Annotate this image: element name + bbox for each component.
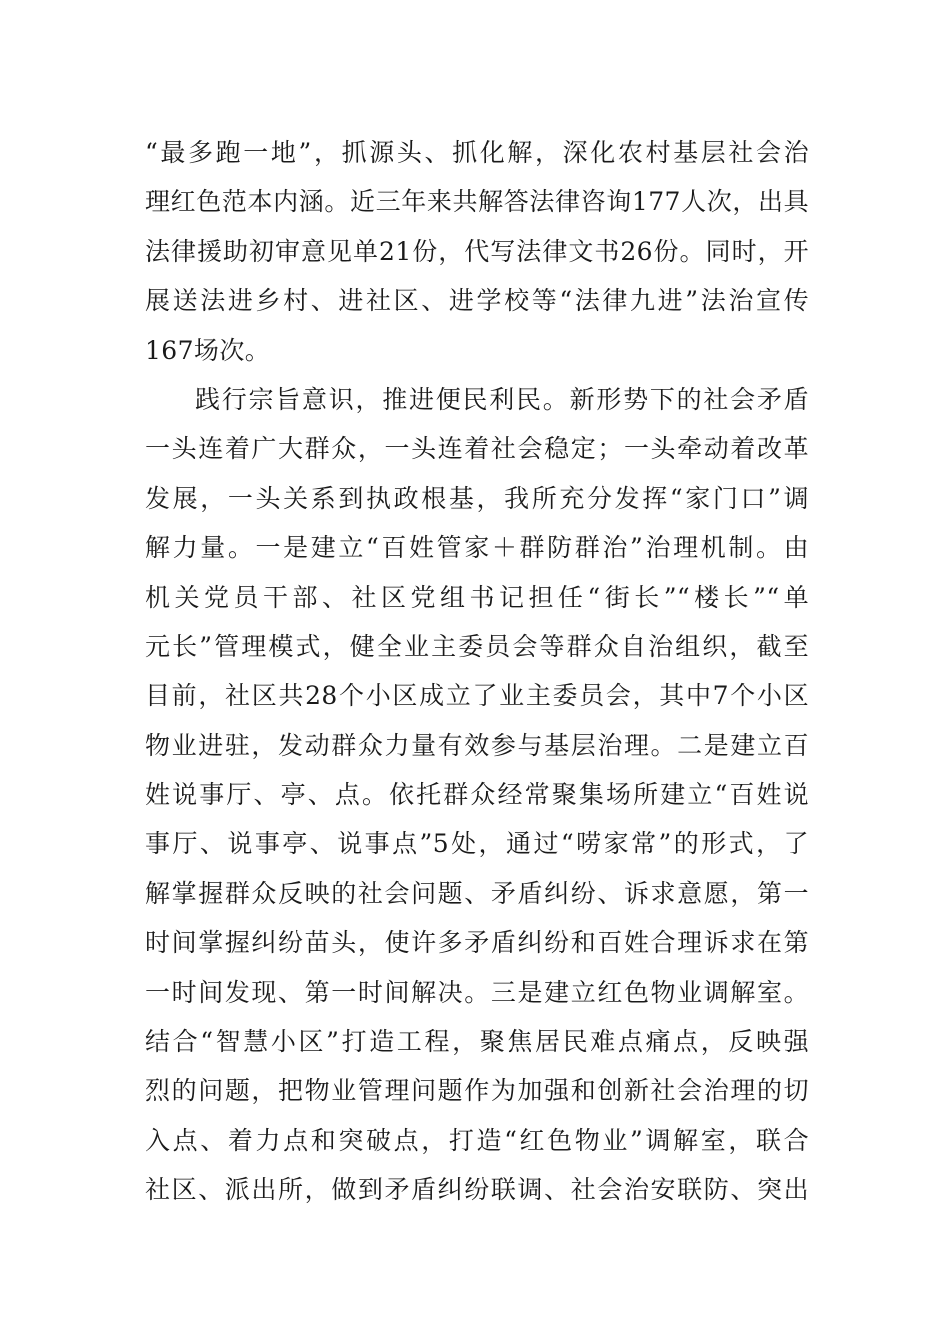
text-line: 一头连着广大群众，一头连着社会稳定；一头牵动着改革 (145, 434, 809, 464)
text-line: 解力量。一是建立“百姓管家＋群防群治”治理机制。由 (145, 533, 809, 563)
text-line: 法律援助初审意见单21份，代写法律文书26份。同时，开 (145, 236, 809, 266)
text-line: 167场次。 (145, 335, 271, 365)
text-line: 践行宗旨意识，推进便民利民。新形势下的社会矛盾 (195, 384, 809, 414)
text-line: 解掌握群众反映的社会问题、矛盾纠纷、诉求意愿，第一 (145, 878, 809, 908)
text-line: “最多跑一地”，抓源头、抓化解，深化农村基层社会治 (145, 138, 809, 167)
text-line: 时间掌握纠纷苗头，使许多矛盾纠纷和百姓合理诉求在第 (145, 928, 809, 958)
text-line: 目前，社区共28个小区成立了业主委员会，其中7个小区 (145, 681, 809, 711)
body-text (145, 128, 809, 1215)
text-line: 烈的问题，把物业管理问题作为加强和创新社会治理的切 (145, 1076, 809, 1106)
text-line: 物业进驻，发动群众力量有效参与基层治理。二是建立百 (145, 730, 809, 760)
text-line: 事厅、说事亭、说事点”5处，通过“唠家常”的形式，了 (145, 829, 809, 859)
text-line: 社区、派出所，做到矛盾纠纷联调、社会治安联防、突出 (145, 1175, 809, 1205)
text-line: 一时间发现、第一时间解决。三是建立红色物业调解室。 (145, 977, 809, 1007)
text-line: 元长”管理模式，健全业主委员会等群众自治组织，截至 (145, 631, 809, 661)
text-line: 结合“智慧小区”打造工程，聚焦居民难点痛点，反映强 (145, 1027, 809, 1057)
text-line: 姓说事厅、亭、点。依托群众经常聚集场所建立“百姓说 (145, 780, 809, 810)
text-line: 机关党员干部、社区党组书记担任“街长”“楼长”“单 (145, 582, 809, 612)
text-line: 入点、着力点和突破点，打造“红色物业”调解室，联合 (145, 1125, 809, 1155)
text-line: 展送法进乡村、进社区、进学校等“法律九进”法治宣传 (145, 286, 809, 316)
text-line: 理红色范本内涵。近三年来共解答法律咨询177人次，出具 (145, 187, 809, 217)
text-line: 发展，一头关系到执政根基，我所充分发挥“家门口”调 (145, 483, 809, 513)
